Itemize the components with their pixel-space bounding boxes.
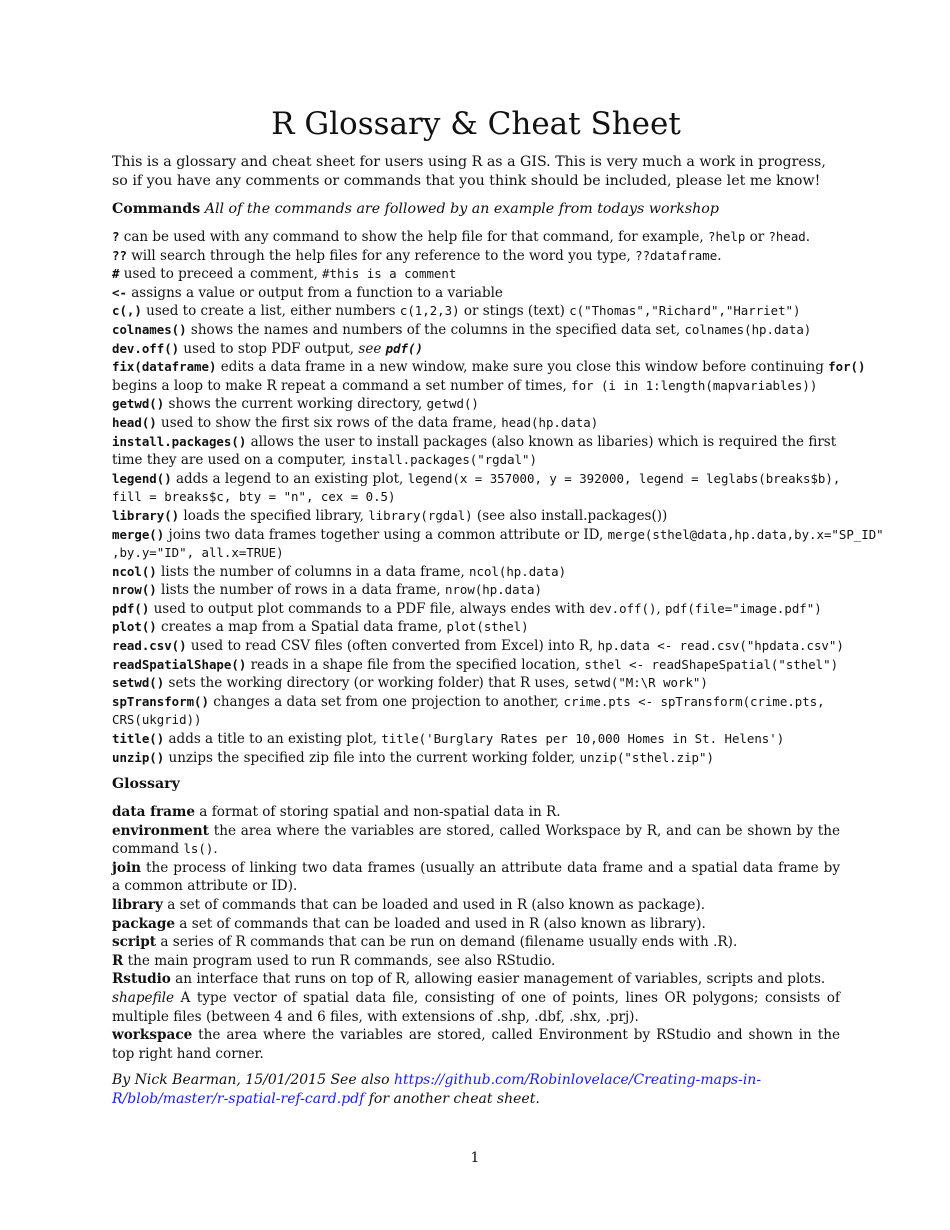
command-name: dev.off() (112, 340, 180, 356)
glossary-definition: A type vector of spatial data file, consisting of one of points, lines OR polygons; consists of multiple files (between 4 and 6 files, with extensions of .shp, .dbf, .shx, .prj). (112, 989, 840, 1025)
command-description: used to create a list, either numbers (141, 303, 400, 320)
glossary-entry (112, 915, 840, 934)
command-name: ncol() (112, 563, 157, 579)
command-example: plot(sthel) (446, 619, 529, 635)
command-line (112, 544, 892, 563)
command-name: head() (112, 414, 157, 430)
glossary-entry (112, 803, 840, 822)
glossary-entry (112, 989, 840, 1026)
command-line (112, 526, 892, 545)
command-description: sets the working directory (or working folder) that R uses, (164, 675, 574, 692)
command-example: c("Thomas","Richard","Harriet") (569, 303, 801, 319)
command-name: pdf() (112, 600, 150, 616)
command-example: unzip("sthel.zip") (579, 749, 714, 765)
command-example: c(1,2,3) (399, 303, 460, 319)
command-example: install.packages("rgdal") (350, 452, 537, 468)
command-example: ,by.y="ID", all.x=TRUE) (112, 545, 284, 561)
command-example: sthel <- readShapeSpatial("sthel") (584, 656, 839, 672)
glossary-term: shapefile (112, 989, 175, 1006)
glossary-entry (112, 952, 840, 971)
command-line (112, 711, 892, 730)
command-line (112, 656, 892, 675)
glossary-entry (112, 933, 840, 952)
command-description: or stings (text) (459, 303, 570, 320)
command-name: setwd() (112, 675, 165, 691)
command-example: legend(x = 357000, y = 392000, legend = leglabs(breaks$b), (407, 470, 841, 486)
cheat-sheet-link[interactable]: https://github.com/Robinlovelace/Creating-maps-in-R/blob/master/r-spatial-ref-card.pdf (112, 1072, 762, 1107)
glossary-term: script (112, 934, 157, 951)
command-line (112, 451, 892, 470)
command-name: ? (112, 229, 120, 244)
command-name: fix(dataframe) (112, 359, 217, 375)
command-description: adds a title to an existing plot, (164, 731, 382, 748)
command-example: hp.data <- read.csv("hpdata.csv") (597, 638, 844, 654)
glossary-definition: an interface that runs on top of R, allowing easier management of variables, scripts and plots. (170, 971, 826, 988)
command-description: begins a loop to make R repeat a command a set number of times, (112, 377, 572, 394)
glossary-definition: a set of commands that can be loaded and used in R (also known as library). (174, 915, 706, 932)
command-example: crime.pts <- spTransform(crime.pts, (563, 693, 825, 709)
command-description: used to preceed a comment, (119, 266, 323, 283)
command-name: install.packages() (112, 433, 247, 449)
command-example: ?head (768, 229, 806, 244)
glossary-definition: the process of linking two data frames (usually an attribute data frame and a spatial data frame by a common attribute or ID). (112, 859, 840, 895)
command-name: plot() (112, 619, 157, 635)
glossary-entry (112, 859, 840, 896)
command-name: ?? (112, 247, 127, 263)
command-description: will search through the help files for any reference to the word you type, (126, 247, 636, 264)
command-name: readSpatialShape() (112, 656, 247, 672)
command-name: read.csv() (112, 638, 187, 654)
command-description: lists the number of rows in a data frame, (156, 582, 445, 599)
command-name: # (112, 266, 120, 282)
command-description: (see also install.packages()) (472, 507, 668, 524)
glossary-term: package (112, 915, 175, 932)
command-example: library(rgdal) (368, 507, 473, 523)
command-line (112, 600, 892, 619)
glossary-term: library (112, 896, 163, 913)
command-name: nrow() (112, 582, 157, 598)
command-example: head(hp.data) (501, 414, 599, 430)
glossary-entry (112, 1026, 840, 1063)
command-line (112, 581, 892, 600)
command-line (112, 247, 892, 266)
command-description: changes a data set from one projection to another, (208, 693, 564, 710)
glossary-term: workspace (112, 1027, 193, 1044)
command-description: creates a map from a Spatial data frame, (156, 619, 447, 636)
command-name: unzip() (112, 749, 165, 765)
glossary-term: data frame (112, 804, 195, 820)
glossary-definition: the area where the variables are stored, called Environment by RStudio and shown in the top right hand corner. (112, 1027, 840, 1062)
commands-heading: Commands All of the commands are followed by an example from todays workshop (112, 201, 719, 217)
commands-subheading: All of the commands are followed by an example from todays workshop (204, 201, 719, 217)
command-description: . (717, 247, 722, 264)
command-name: spTransform() (112, 693, 209, 709)
command-example: ?help (707, 229, 746, 244)
command-description: . (805, 229, 811, 245)
command-description: used to show the first six rows of the data frame, (156, 414, 502, 431)
glossary-term: Rstudio (112, 971, 171, 988)
see-also-label: see (358, 340, 382, 357)
see-also-reference: pdf() (385, 340, 423, 356)
command-line (112, 488, 892, 507)
command-name: colnames() (112, 321, 187, 337)
command-description: used to read CSV files (often converted from Excel) into R, (186, 638, 598, 655)
command-description: reads in a shape file from the specified location, (246, 656, 585, 673)
glossary-definition: . (213, 841, 218, 858)
command-description: assigns a value or output from a function to a variable (126, 284, 503, 301)
command-example: merge(sthel@data,hp.data,by.x="SP_ID" (607, 526, 884, 542)
commands-heading-line (112, 200, 892, 219)
command-example: nrow(hp.data) (444, 582, 542, 598)
glossary-code: ls() (183, 841, 214, 857)
command-line (112, 321, 892, 340)
command-example: colnames(hp.data) (684, 321, 812, 337)
commands-list (112, 228, 892, 767)
command-name: merge() (112, 526, 165, 542)
command-line (112, 433, 892, 452)
glossary-entry (112, 896, 840, 915)
command-example: ncol(hp.data) (469, 563, 567, 579)
glossary-term: join (112, 859, 142, 876)
command-line (112, 414, 892, 433)
glossary-heading: Glossary (112, 776, 180, 792)
glossary-list (112, 803, 840, 1063)
command-description: shows the current working directory, (164, 396, 427, 413)
command-name: <- (112, 284, 127, 300)
command-name: c(,) (112, 303, 142, 319)
command-name: getwd() (112, 396, 165, 412)
glossary-entry (112, 970, 840, 989)
command-line (112, 674, 892, 693)
glossary-definition: a format of storing spatial and non-spatial data in R. (194, 804, 561, 820)
intro-paragraph: This is a glossary and cheat sheet for users using R as a GIS. This is very much a work in progress, so if you have any comments or commands that you think should be included, please let me know! (112, 154, 826, 189)
command-line (112, 470, 892, 489)
command-example: dev.off() (589, 600, 657, 616)
glossary-definition: a series of R commands that can be run on demand (filename usually ends with .R). (156, 934, 738, 951)
command-description: can be used with any command to show the help file for that command, for example, (119, 229, 708, 245)
page-number: 1 (470, 1150, 480, 1166)
command-example: #this is a comment (322, 266, 457, 282)
command-description: allows the user to install packages (also known as libaries) which is required the first (246, 433, 837, 450)
command-description: unzips the specified zip file into the current working folder, (164, 749, 580, 766)
command-description: , (656, 600, 666, 617)
command-description: or (745, 229, 769, 245)
command-line (112, 265, 892, 284)
command-name: title() (112, 731, 165, 747)
command-line (112, 637, 892, 656)
command-line (112, 284, 892, 303)
command-example: setwd("M:\R work") (573, 675, 708, 691)
command-name: legend() (112, 470, 172, 486)
command-line (112, 693, 892, 712)
page-title: R Glossary & Cheat Sheet (271, 106, 681, 142)
signature-suffix: for another cheat sheet. (364, 1090, 540, 1107)
glossary-term: environment (112, 822, 209, 839)
signature (112, 1071, 840, 1108)
command-line (112, 563, 892, 582)
glossary-definition: the main program used to run R commands, see also RStudio. (123, 952, 556, 969)
command-line (112, 395, 892, 414)
command-description: loads the specified library, (179, 507, 369, 524)
command-name: for() (828, 359, 866, 375)
command-line (112, 302, 892, 321)
command-line (112, 618, 892, 637)
command-description: used to output plot commands to a PDF file, always endes with (149, 600, 590, 617)
command-description: time they are used on a computer, (112, 452, 351, 469)
command-example: ??dataframe (635, 247, 718, 263)
signature-prefix: By Nick Bearman, 15/01/2015 See also (112, 1072, 394, 1088)
command-description: shows the names and numbers of the columns in the specified data set, (186, 321, 685, 338)
command-line (112, 228, 892, 247)
command-example: fill = breaks$c, bty = "n", cex = 0.5) (112, 489, 396, 505)
glossary-term: R (112, 952, 124, 969)
command-description: joins two data frames together using a common attribute or ID, (164, 526, 608, 543)
command-line (112, 749, 892, 768)
command-example: for (i in 1:length(mapvariables)) (571, 377, 818, 393)
command-line (112, 377, 892, 396)
glossary-definition: a set of commands that can be loaded and used in R (also known as package). (162, 896, 706, 913)
command-example: pdf(file="image.pdf") (665, 600, 822, 616)
command-line (112, 507, 892, 526)
glossary-entry (112, 822, 840, 859)
command-example: CRS(ukgrid)) (112, 712, 202, 728)
command-name: library() (112, 507, 180, 523)
command-description: edits a data frame in a new window, make sure you close this window before continuing (216, 359, 829, 376)
command-line (112, 730, 892, 749)
command-example: title('Burglary Rates per 10,000 Homes in St. Helens') (381, 731, 785, 747)
command-line (112, 340, 892, 359)
command-description: used to stop PDF output, (179, 340, 359, 357)
command-description: adds a legend to an existing plot, (171, 470, 408, 487)
command-example: getwd() (426, 396, 479, 412)
glossary-definition: the area where the variables are stored, called Workspace by R, and can be shown by the command (112, 822, 840, 858)
command-description: lists the number of columns in a data frame, (156, 563, 470, 580)
command-line (112, 358, 892, 377)
